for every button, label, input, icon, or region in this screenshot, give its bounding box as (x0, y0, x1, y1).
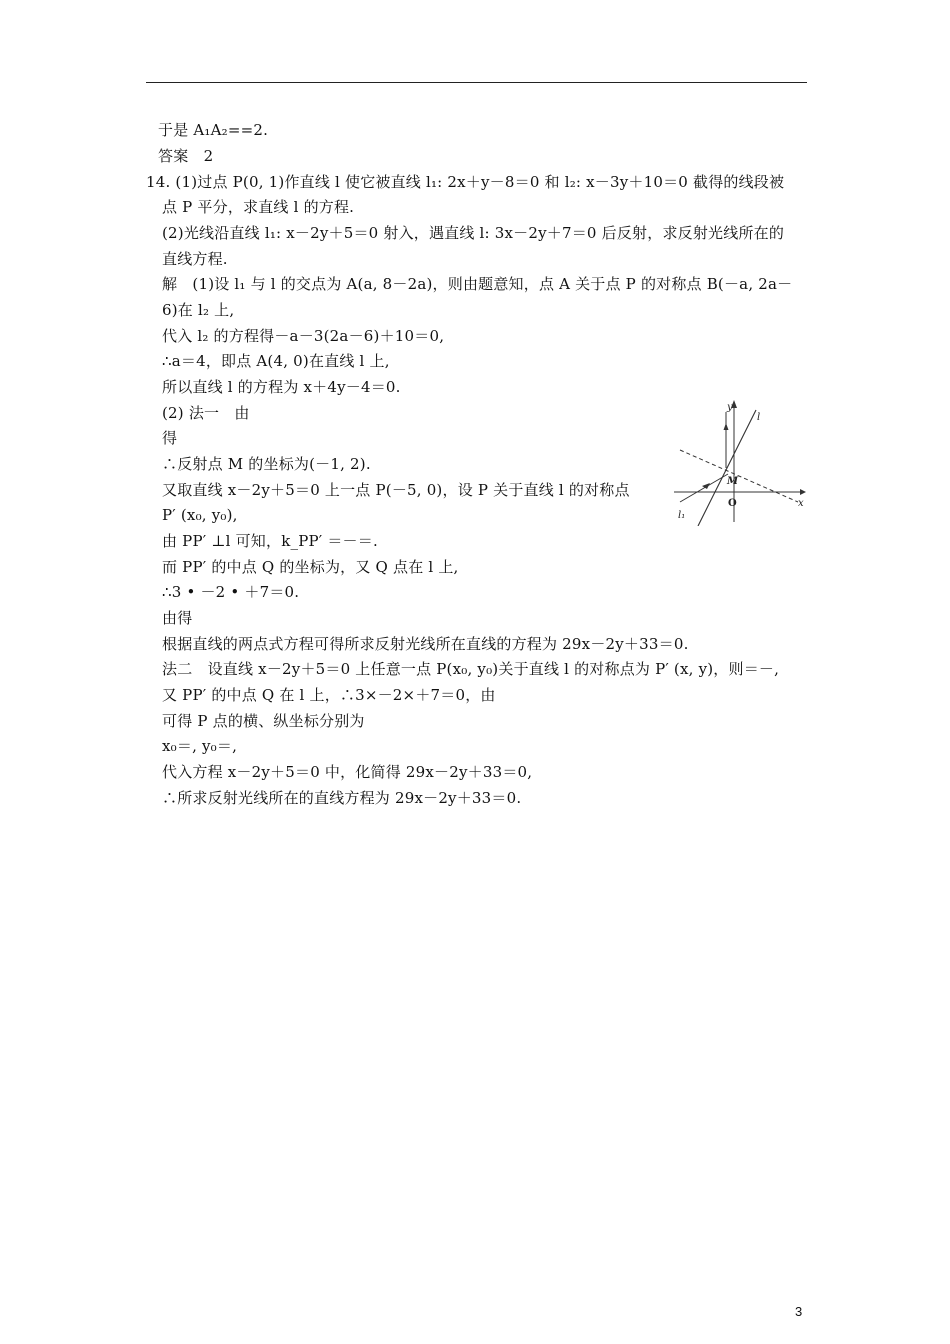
text-line: 所以直线 l 的方程为 x＋4y－4＝0. (162, 378, 401, 396)
text-line: 代入方程 x－2y＋5＝0 中，化简得 29x－2y＋33＝0, (162, 763, 533, 781)
point-m-label: M (727, 476, 739, 487)
y-axis-label: y (727, 402, 733, 413)
text-line: x₀＝, y₀＝, (162, 737, 238, 755)
x-axis-arrow (800, 489, 806, 495)
method-one-heading: (2) 法一 由 (162, 404, 250, 422)
reflected-ray-arrow (724, 423, 729, 430)
text-line: ∴a＝4，即点 A(4, 0)在直线 l 上, (162, 352, 390, 370)
text-line: 点 P 平分，求直线 l 的方程. (162, 198, 355, 216)
text-line: 而 PP′ 的中点 Q 的坐标为，又 Q 点在 l 上, (162, 558, 459, 576)
method-one-result: 根据直线的两点式方程可得所求反射光线所在直线的方程为 29x－2y＋33＝0. (162, 635, 689, 653)
text-line: 由 PP′ ⊥l 可知，k_PP′ ＝－＝. (162, 532, 378, 550)
method-two-result: ∴所求反射光线所在的直线方程为 29x－2y＋33＝0. (162, 789, 522, 807)
x-axis-label: x (798, 498, 804, 509)
text-line: 得 (162, 429, 178, 447)
line-l1-label: l₁ (678, 510, 686, 521)
text-line: 可得 P 点的横、纵坐标分别为 (162, 712, 365, 730)
text-line: 又取直线 x－2y＋5＝0 上一点 P(－5, 0)，设 P 关于直线 l 的对称点 (162, 481, 630, 499)
page-number: 3 (795, 1304, 803, 1319)
reflection-figure (672, 396, 812, 526)
line-l1 (680, 474, 728, 502)
line-l-label: l (757, 412, 761, 423)
problem-14-part1: 14. (1)过点 P(0, 1)作直线 l 使它被直线 l₁: 2x＋y－8＝0 和 l₂: x－3y＋10＝0 截得的线段被 (146, 173, 785, 191)
dashed-line (680, 450, 798, 502)
reflection-diagram (672, 396, 812, 526)
text-line: P′ (x₀, y₀), (162, 506, 238, 524)
text-line: 又 PP′ 的中点 Q 在 l 上，∴3×－2×＋7＝0，由 (162, 686, 496, 704)
problem-14-part2: (2)光线沿直线 l₁: x－2y＋5＝0 射入，遇直线 l: 3x－2y＋7＝0 后反射，求反射光线所在的 (162, 224, 785, 242)
method-two-heading: 法二 设直线 x－2y＋5＝0 上任意一点 P(x₀, y₀)关于直线 l 的对称点为 P′ (x, y)，则＝－, (162, 660, 780, 678)
header-rule (146, 82, 807, 83)
text-line: 由得 (162, 609, 193, 627)
answer-line: 答案 2 (158, 147, 214, 165)
text-line: ∴3 • －2 • ＋7＝0. (162, 583, 300, 601)
text-line: ∴反射点 M 的坐标为(－1, 2). (162, 455, 371, 473)
text-line: 代入 l₂ 的方程得－a－3(2a－6)＋10＝0, (162, 327, 445, 345)
text-line: 于是 A₁A₂==2. (158, 121, 269, 139)
text-line: 直线方程. (162, 250, 228, 268)
solution-start: 解 (1)设 l₁ 与 l 的交点为 A(a, 8－2a)，则由题意知，点 A 关于点 P 的对称点 B(－a, 2a－ (162, 275, 793, 293)
origin-label: O (728, 498, 737, 509)
text-line: 6)在 l₂ 上, (162, 301, 235, 319)
